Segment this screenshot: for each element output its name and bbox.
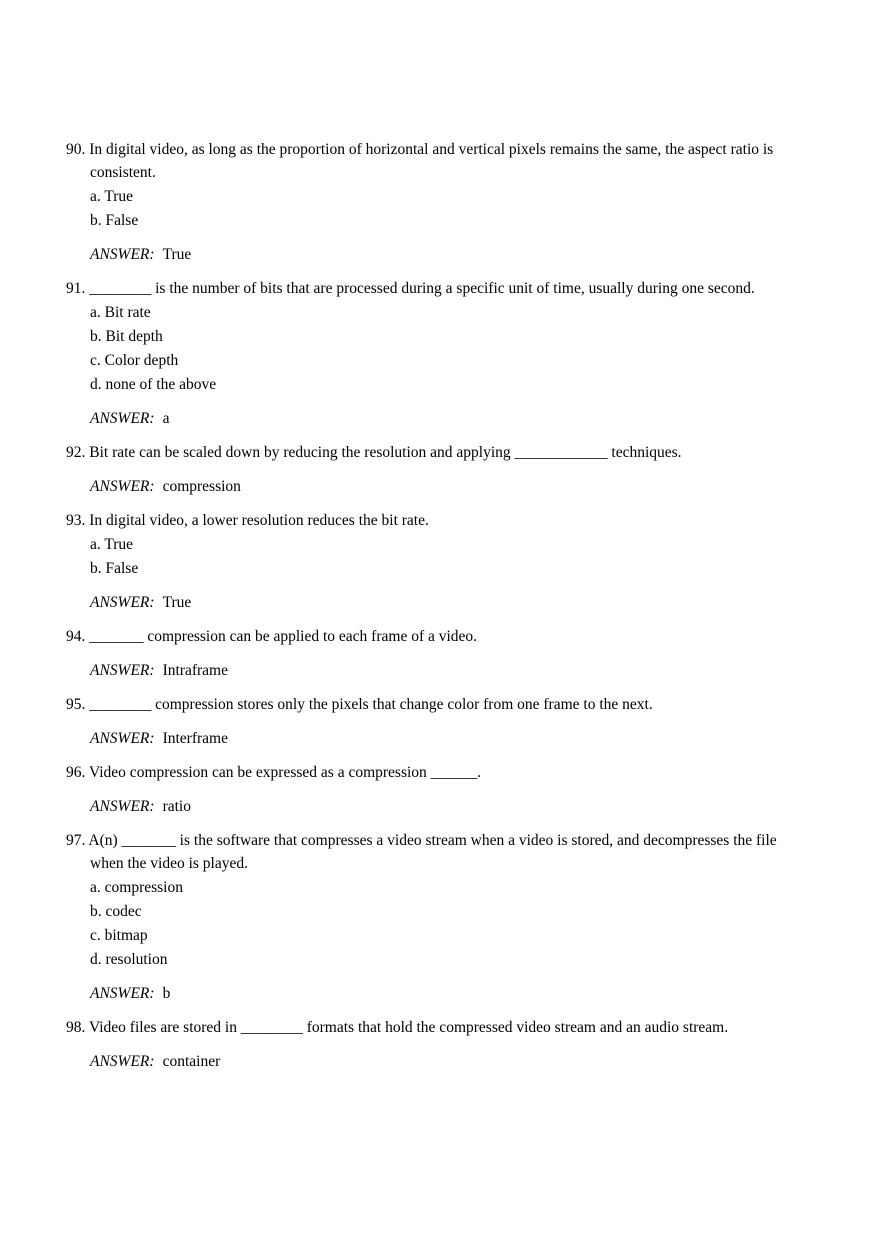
question-text-line	[66, 693, 810, 716]
question-block-97	[66, 829, 810, 1005]
question-text: In digital video, as long as the proportion of horizontal and vertical pixels remains the same, the aspect ratio is consistent.	[89, 141, 774, 181]
answer-value: Interframe	[162, 730, 228, 747]
answer-label: ANSWER:	[90, 1053, 155, 1070]
answer-line	[90, 475, 810, 498]
answer-label: ANSWER:	[90, 662, 155, 679]
answer-option: a. True	[90, 536, 134, 553]
question-block-98	[66, 1016, 810, 1073]
answer-label: ANSWER:	[90, 410, 155, 427]
answer-label: ANSWER:	[90, 730, 155, 747]
answer-option: b. codec	[90, 903, 142, 920]
question-text: A(n) _______ is the software that compresses a video stream when a video is stored, and decompresses the file when the video is played.	[88, 832, 777, 872]
answer-value: b	[162, 985, 171, 1002]
question-number: 90.	[66, 141, 90, 158]
question-text: In digital video, a lower resolution reduces the bit rate.	[89, 512, 429, 529]
question-text: Video files are stored in ________ formats that hold the compressed video stream and an audio stream.	[88, 1019, 729, 1036]
question-text: Bit rate can be scaled down by reducing the resolution and applying ____________ techniques.	[89, 444, 682, 461]
answer-option: b. False	[90, 560, 139, 577]
answer-line	[90, 243, 810, 266]
question-block-91	[66, 277, 810, 430]
answer-line	[90, 659, 810, 682]
answer-value: container	[162, 1053, 221, 1070]
answer-option: b. False	[90, 212, 139, 229]
answer-line	[90, 591, 810, 614]
answer-option: d. none of the above	[90, 376, 217, 393]
answer-option: c. bitmap	[90, 927, 148, 944]
question-text-line	[66, 509, 810, 532]
question-text-line	[66, 625, 810, 648]
answer-option: a. Bit rate	[90, 304, 151, 321]
question-number: 92.	[66, 444, 90, 461]
question-number: 93.	[66, 512, 90, 529]
question-number: 94.	[66, 628, 90, 645]
question-block-92	[66, 441, 810, 498]
answer-value: a	[162, 410, 170, 427]
question-number: 96.	[66, 764, 89, 781]
question-text-line	[66, 277, 810, 300]
answer-label: ANSWER:	[90, 985, 155, 1002]
answer-line	[90, 727, 810, 750]
answer-option: a. True	[90, 188, 134, 205]
question-text-line	[66, 1016, 810, 1039]
question-text-line	[66, 441, 810, 464]
question-number: 98.	[66, 1019, 89, 1036]
question-text-line	[66, 829, 810, 875]
question-block-95	[66, 693, 810, 750]
answer-value: True	[162, 246, 192, 263]
answer-value: compression	[162, 478, 241, 495]
answer-value: ratio	[162, 798, 191, 815]
answer-value: Intraframe	[162, 662, 228, 679]
answer-option: d. resolution	[90, 951, 168, 968]
question-block-90	[66, 138, 810, 266]
answer-option: c. Color depth	[90, 352, 179, 369]
question-block-94	[66, 625, 810, 682]
question-text-line	[66, 138, 810, 184]
answer-label: ANSWER:	[90, 798, 155, 815]
question-block-93	[66, 509, 810, 614]
question-number: 95.	[66, 696, 90, 713]
question-text: ________ compression stores only the pixels that change color from one frame to the next.	[89, 696, 653, 713]
question-text: _______ compression can be applied to each frame of a video.	[89, 628, 478, 645]
question-text: Video compression can be expressed as a compression ______.	[88, 764, 482, 781]
question-number: 91.	[66, 280, 90, 297]
answer-line	[90, 982, 810, 1005]
answer-line	[90, 795, 810, 818]
answer-line	[90, 1050, 810, 1073]
answer-label: ANSWER:	[90, 594, 155, 611]
question-text-line	[66, 761, 810, 784]
answer-option: b. Bit depth	[90, 328, 163, 345]
answer-label: ANSWER:	[90, 478, 155, 495]
answer-value: True	[162, 594, 192, 611]
answer-label: ANSWER:	[90, 246, 155, 263]
answer-option: a. compression	[90, 879, 183, 896]
question-text: ________ is the number of bits that are processed during a specific unit of time, usually during one second.	[89, 280, 755, 297]
question-number: 97.	[66, 832, 89, 849]
question-block-96	[66, 761, 810, 818]
answer-line	[90, 407, 810, 430]
